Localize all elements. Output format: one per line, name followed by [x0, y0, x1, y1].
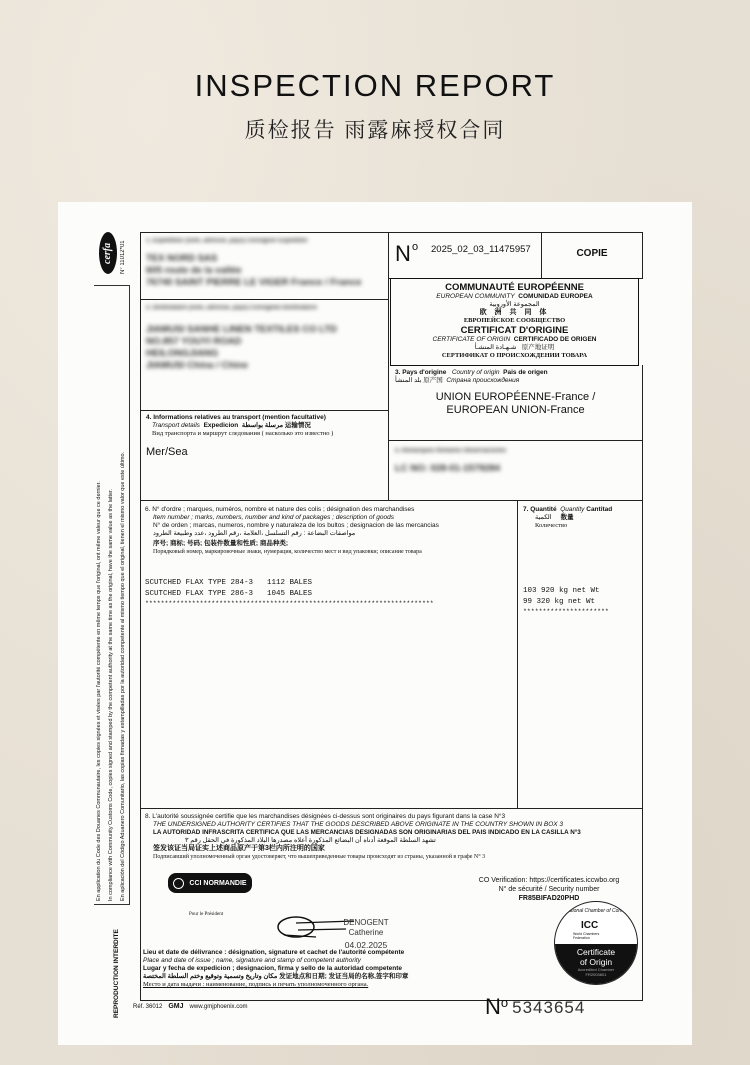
reproduction-notice: REPRODUCTION INTERDITE [113, 929, 120, 1018]
box-consignor: 1. Expéditeur (nom, adresse, pays) Consignor Expedidor TEX NORD SAS 605 route de la vallée 76740 SAINT PIERRE LE VIGER France / France [140, 232, 389, 300]
cci-normandie-logo: CCI NORMANDIE [168, 873, 252, 893]
legal-side-text: En application du Code des Douanes Communautaire, les copies signées et visées par l'autorité compétente en même temps que l'original, ont même valeur que ce dernier. In compliance with Community Customs Code, copies signed and stamped by the competent authority at the same time as the original, have the same value as the latter. En aplicación del Código Aduanero Comunitario, las copias firmadas y estampilladas por la autoridad competente al mismo tiempo que el original, tienen el mismo valor que este último. [94, 285, 130, 905]
box-consignee: 2. Destinataire (nom, adresse, pays) Consignee Destinatario JIAMUSI SANHE LINEN TEXTILES CO LTD NO.857 YOUYI ROAD HEILONGJIANG JIAMUSI China / Chine [140, 299, 389, 411]
box-number: N o 2025_02_03_11475957 COPIE [388, 232, 643, 279]
issue-date: 04.02.2025 [344, 940, 388, 950]
box-country-of-origin: 3. Pays d'origine Country of origin Pais de origen بلد المنشأ 原产国 Страна происхождения UNION EUROPÉENNE-France / EUROPEAN UNION-France [388, 365, 643, 441]
serial-number: N o 5343654 [485, 994, 586, 1019]
box-certification: 8. L'autorité soussignée certifie que les marchandises désignées ci-dessus sont originaires du pays figurant dans la case N°3 THE UNDERSIGNED AUTHORITY CERTIFIES THAT THE GOODS DESCRIBED ABOVE ORIGINATE IN THE COUNTRY SHOWN IN BOX 3 LA AUTORIDAD INFRASCRITA CERTIFICA QUE LAS MERCANCIAS DESIGNADAS SON ORIGINARIAS DEL PAIS INDICADO EN LA CASILLA N°3 تشهد السلطة الموقعة أدناه أن البضائع المذكورة أعلاه مصدرها البلاد المذكورة في الحقل رقم ٣ 签发该证当局证实上述商品原产于第3栏内所注明的国家 Подписавший уполномоченный орган удостоверяет, что вышеприведенные товары происходят из страны, указанной в графе N° 3 CCI NORMANDIE CO Verification: https://certificates.iccwbo.org N° de sécurité / Security number FR85BIFAD20PHD Pour le Président DENOGENT Catherine 04.02.2025 Lieu et date de délivrance : désignation, signature et cachet de l'autorité compétente Place and date of issue ; name, signature and stamp of competent authority Lugar y fecha de expedicion ; designacion, firma y sello de la autoridad competente مكان وتاريخ وتسمية وتوقيع وختم السلطة المختصة 发证地点和日期; 发证当局的名称,签字和印章 Место и дата выдачи : наименование, подпись и печать уполномоченного органа. International Chamber of Commerce ICC World Chambers Federation Certificate of Origin Accredited Chamber FR2003801 [140, 808, 643, 1001]
country-value: UNION EUROPÉENNE-France / [435, 391, 596, 403]
verification-info: CO Verification: https://certificates.iccwbo.org N° de sécurité / Security number FR85BIFAD20PHD [459, 876, 639, 903]
box-goods-description: 6. N° d'ordre ; marques, numéros, nombre et nature des colis ; désignation des marchandises Item number ; marks, numbers, number and kind of packages ; description of goods N° de orden ; marcas, numeros, nombre y naturaleza de los bultos ; designacion de las mercancias مواصفات البضاعة : رقم التسلسل ،العلامة ،رقم الطرود ،عدد وطبيعة الطرود 序号; 商标; 号码; 包装件数量和性质; 商品种类; Порядковый номер, маркировочные знаки, нумерация, количество мест и вид упаковки; описание товара SCUTCHED FLAX TYPE 284-3 1112 BALES SCUTCHED FLAX TYPE 286-3 1045 BALES ************************************************************************** [140, 500, 518, 809]
box-remarks: 5. Remarques Remarks Observaciones LC NO: 028-01-1579284 [388, 440, 643, 501]
transport-value: Mer/Sea [146, 446, 188, 458]
box-quantity: 7. Quantité Quantity Cantitad الكمية 数量 Количество 103 920 kg net Wt 99 320 kg net Wt ********************** [517, 500, 643, 809]
form-number: N° 11012*01 [120, 240, 126, 274]
goods-row: SCUTCHED FLAX TYPE 284-3 1112 BALES [145, 579, 313, 587]
page-subtitle: 质检报告 雨露麻授权合同 [244, 119, 506, 142]
quantity-value: 99 320 kg net Wt [523, 598, 596, 606]
quantity-value: 103 920 kg net Wt [523, 587, 600, 595]
signer: DENOGENT Catherine 04.02.2025 [326, 918, 406, 950]
printer-footer: Réf. 36012 GMJ www.gmjphoenix.com [133, 1003, 248, 1010]
gmj-logo: GMJ [168, 1003, 184, 1010]
box-community-header: COMMUNAUTÉ EUROPÉENNE EUROPEAN COMMUNITY COMUNIDAD EUROPEA المجموعة الأوروبية 欧 洲 共 同 体 ЕВРОПЕЙСКОЕ СООБЩЕСТВО CERTIFICAT D'ORIGINE CERTIFICATE OF ORIGIN CERTIFICADO DE ORIGEN شـهـادة المنشـأ 原产地证明 СЕРТИФИКАТ О ПРОИСХОЖДЕНИИ ТОВАРА [390, 278, 639, 366]
goods-row: SCUTCHED FLAX TYPE 286-3 1045 BALES [145, 590, 313, 598]
cerfa-logo: cerfa [99, 232, 117, 274]
security-number: FR85BIFAD20PHD [518, 895, 580, 902]
page-title: INSPECTION REPORT [194, 68, 556, 103]
box-transport: 4. Informations relatives au transport (mention facultative) Transport details Expedicion مرسلة بواسطة 运输情况 Вид транспорта и маршрут следования ( насколько это известно ) Mer/Sea [140, 410, 389, 501]
copie-label: COPIE [576, 248, 608, 259]
icc-seal: International Chamber of Commerce ICC World Chambers Federation Certificate of Origin Accredited Chamber FR2003801 [554, 901, 638, 985]
certificate-number: 2025_02_03_11475957 [431, 244, 531, 255]
